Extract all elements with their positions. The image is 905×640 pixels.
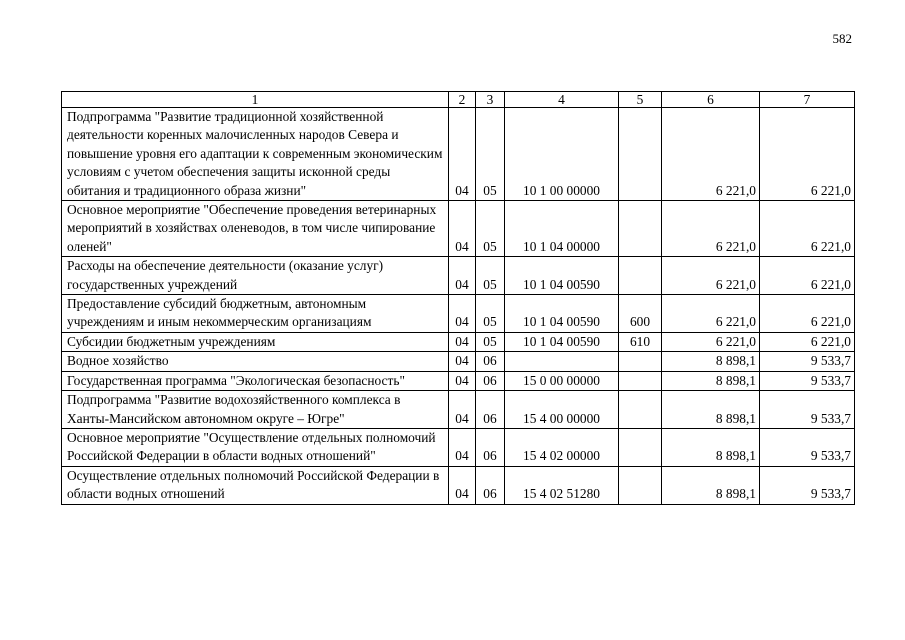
expense-type-cell (619, 108, 662, 201)
target-article-cell: 15 0 00 00000 (505, 371, 619, 390)
table-row (62, 428, 855, 466)
subsection-code-cell: 05 (476, 201, 505, 257)
expense-type-cell (619, 428, 662, 466)
amount-col6-cell: 6 221,0 (662, 295, 760, 333)
section-code-cell: 04 (449, 391, 476, 429)
subsection-code-cell: 06 (476, 428, 505, 466)
table-row (62, 295, 855, 333)
amount-col7-cell: 6 221,0 (760, 201, 855, 257)
target-article-cell: 15 4 02 51280 (505, 466, 619, 504)
amount-col6-cell: 8 898,1 (662, 352, 760, 371)
target-article-cell: 10 1 04 00590 (505, 295, 619, 333)
section-code-cell: 04 (449, 295, 476, 333)
expense-type-cell: 610 (619, 332, 662, 351)
amount-col7-cell: 6 221,0 (760, 332, 855, 351)
row-name-cell: Осуществление отдельных полномочий Российской Федерации в области водных отношений (62, 466, 449, 504)
target-article-cell: 10 1 00 00000 (505, 108, 619, 201)
expense-type-cell (619, 201, 662, 257)
row-name-cell: Основное мероприятие "Осуществление отдельных полномочий Российской Федерации в области водных отношений" (62, 428, 449, 466)
row-name-cell: Водное хозяйство (62, 352, 449, 371)
row-name-cell: Основное мероприятие "Обеспечение проведения ветеринарных мероприятий в хозяйствах оленеводов, в том числе чипирование оленей" (62, 201, 449, 257)
table-row (62, 332, 855, 351)
row-name-cell: Субсидии бюджетным учреждениям (62, 332, 449, 351)
expense-type-cell (619, 391, 662, 429)
amount-col6-cell: 6 221,0 (662, 108, 760, 201)
table-row (62, 391, 855, 429)
subsection-code-cell: 06 (476, 371, 505, 390)
amount-col7-cell: 9 533,7 (760, 428, 855, 466)
row-name-cell: Расходы на обеспечение деятельности (оказание услуг) государственных учреждений (62, 257, 449, 295)
section-code-cell: 04 (449, 352, 476, 371)
expense-type-cell: 600 (619, 295, 662, 333)
expense-type-cell (619, 466, 662, 504)
amount-col7-cell: 9 533,7 (760, 391, 855, 429)
amount-col7-cell: 9 533,7 (760, 466, 855, 504)
column-header: 1 (62, 92, 449, 108)
section-code-cell: 04 (449, 428, 476, 466)
column-header: 7 (760, 92, 855, 108)
table-row (62, 466, 855, 504)
column-header: 4 (505, 92, 619, 108)
amount-col7-cell: 6 221,0 (760, 257, 855, 295)
subsection-code-cell: 06 (476, 391, 505, 429)
amount-col7-cell: 9 533,7 (760, 352, 855, 371)
amount-col6-cell: 8 898,1 (662, 428, 760, 466)
section-code-cell: 04 (449, 332, 476, 351)
amount-col6-cell: 8 898,1 (662, 391, 760, 429)
amount-col7-cell: 6 221,0 (760, 295, 855, 333)
target-article-cell: 10 1 04 00590 (505, 332, 619, 351)
expense-type-cell (619, 257, 662, 295)
budget-table (61, 91, 855, 505)
subsection-code-cell: 05 (476, 295, 505, 333)
amount-col6-cell: 6 221,0 (662, 201, 760, 257)
expense-type-cell (619, 371, 662, 390)
subsection-code-cell: 05 (476, 257, 505, 295)
subsection-code-cell: 05 (476, 108, 505, 201)
column-number-row (62, 92, 855, 108)
page-number: 582 (832, 31, 852, 46)
amount-col6-cell: 8 898,1 (662, 466, 760, 504)
column-header: 5 (619, 92, 662, 108)
subsection-code-cell: 06 (476, 466, 505, 504)
column-header: 3 (476, 92, 505, 108)
section-code-cell: 04 (449, 257, 476, 295)
expense-type-cell (619, 352, 662, 371)
section-code-cell: 04 (449, 466, 476, 504)
table-row (62, 201, 855, 257)
target-article-cell: 15 4 00 00000 (505, 391, 619, 429)
section-code-cell: 04 (449, 108, 476, 201)
column-header: 6 (662, 92, 760, 108)
target-article-cell: 15 4 02 00000 (505, 428, 619, 466)
amount-col6-cell: 6 221,0 (662, 332, 760, 351)
target-article-cell: 10 1 04 00000 (505, 201, 619, 257)
table-row (62, 371, 855, 390)
row-name-cell: Подпрограмма "Развитие водохозяйственного комплекса в Ханты-Мансийском автономном округе – Югре" (62, 391, 449, 429)
amount-col7-cell: 6 221,0 (760, 108, 855, 201)
table-row (62, 257, 855, 295)
amount-col7-cell: 9 533,7 (760, 371, 855, 390)
row-name-cell: Государственная программа "Экологическая безопасность" (62, 371, 449, 390)
column-header: 2 (449, 92, 476, 108)
amount-col6-cell: 8 898,1 (662, 371, 760, 390)
row-name-cell: Предоставление субсидий бюджетным, автономным учреждениям и иным некоммерческим организациям (62, 295, 449, 333)
amount-col6-cell: 6 221,0 (662, 257, 760, 295)
table-row (62, 352, 855, 371)
target-article-cell (505, 352, 619, 371)
subsection-code-cell: 05 (476, 332, 505, 351)
row-name-cell: Подпрограмма "Развитие традиционной хозяйственной деятельности коренных малочисленных народов Севера и повышение уровня его адаптации к современным экономическим условиям с учетом обеспечения защиты исконной среды обитания и традиционного образа жизни" (62, 108, 449, 201)
section-code-cell: 04 (449, 201, 476, 257)
section-code-cell: 04 (449, 371, 476, 390)
target-article-cell: 10 1 04 00590 (505, 257, 619, 295)
subsection-code-cell: 06 (476, 352, 505, 371)
table-row (62, 108, 855, 201)
